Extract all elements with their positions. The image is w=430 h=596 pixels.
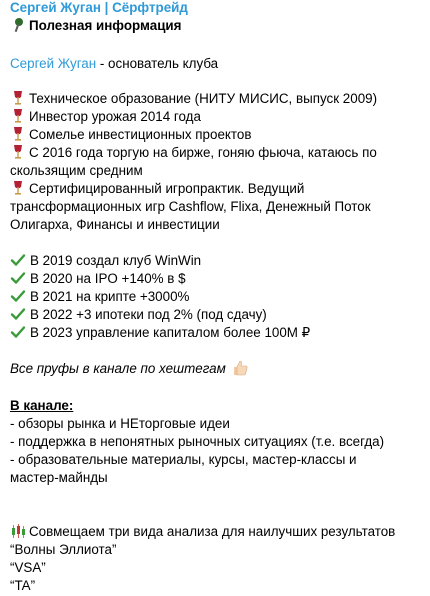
channel-list [10, 415, 418, 487]
credential-text: Инвестор урожая 2014 года [29, 109, 201, 124]
credential-item [10, 144, 418, 180]
pinned-title: Полезная информация [29, 18, 182, 33]
analysis-item: “TA” [10, 578, 36, 593]
wine-glass-icon [10, 90, 26, 106]
achievement-item [10, 252, 418, 270]
wine-glass-icon [10, 108, 26, 124]
achievement-text: В 2022 +3 ипотеки под 2% (под сдачу) [30, 307, 267, 322]
analysis-item: “VSA” [10, 560, 46, 575]
credentials-list [10, 90, 418, 234]
credential-item [10, 108, 418, 126]
check-mark-icon [10, 252, 26, 268]
credential-text: Техническое образование (НИТУ МИСИС, выпуск 2009) [29, 91, 378, 106]
credential-item [10, 126, 418, 144]
analysis-text: Совмещаем три вида анализа для наилучших результатов [29, 524, 396, 539]
analysis-line [10, 523, 418, 541]
proofs-text: Все пруфы в канале по хештегам [10, 361, 226, 376]
achievement-item [10, 288, 418, 306]
wine-glass-icon [10, 180, 26, 196]
intro-text: - основатель клуба [96, 56, 219, 71]
credential-text: С 2016 года торгую на бирже, гоняю фьюча, катаюсь по скользящим средним [10, 145, 377, 178]
achievements-list [10, 252, 418, 342]
wine-glass-icon [10, 144, 26, 160]
achievement-item [10, 324, 418, 342]
achievement-item [10, 270, 418, 288]
analysis-list [10, 541, 418, 595]
candlestick-chart-icon [10, 523, 26, 539]
check-mark-icon [10, 270, 26, 286]
analysis-item: “Волны Эллиота” [10, 542, 117, 557]
intro-line [10, 55, 418, 73]
author-link[interactable]: Сергей Жуган [10, 56, 97, 71]
check-mark-icon [10, 306, 26, 322]
thumbs-up-icon [232, 360, 248, 376]
pushpin-icon [10, 17, 26, 33]
achievement-text: В 2021 на крипте +3000% [30, 289, 190, 304]
achievement-text: В 2023 управление капиталом более 100М ₽ [30, 325, 311, 340]
wine-glass-icon [10, 126, 26, 142]
credential-text: Сомелье инвестиционных проектов [29, 127, 252, 142]
credential-text: Сертифицированный игропрактик. Ведущий трансформационных игр Cashflow, Flixa, Денежный Поток Олигарха, Финансы и инвестиции [10, 181, 371, 232]
channel-item: - поддержка в непонятных рыночных ситуациях (т.е. всегда) [10, 434, 385, 449]
achievement-text: В 2019 создал клуб WinWin [30, 253, 202, 268]
credential-item [10, 180, 418, 234]
achievement-text: В 2020 на IPO +140% в $ [30, 271, 186, 286]
check-mark-icon [10, 324, 26, 340]
channel-heading: В канале: [10, 398, 74, 413]
pinned-title-row [10, 17, 418, 35]
achievement-item [10, 306, 418, 324]
proofs-line [10, 360, 418, 378]
credential-item [10, 90, 418, 108]
check-mark-icon [10, 288, 26, 304]
channel-item: - образовательные материалы, курсы, мастер-классы и мастер-майнды [10, 452, 357, 485]
channel-item: - обзоры рынка и НЕторговые идеи [10, 416, 230, 431]
sender-name[interactable]: Сергей Жуган | Сёрфтрейд [10, 0, 188, 15]
